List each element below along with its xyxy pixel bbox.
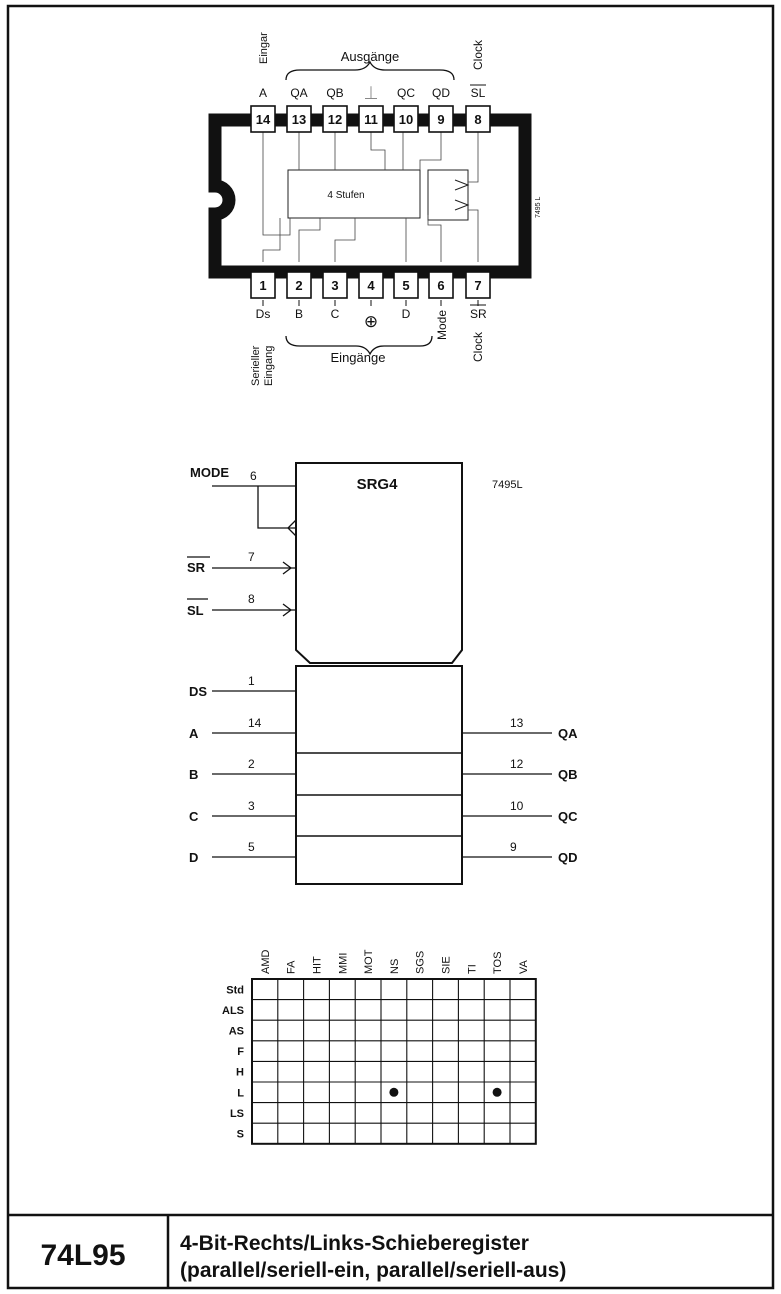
inputs-label: Eingänge [330,350,386,365]
bottom-pin-number: 7 [474,278,482,293]
top-pin-name: SL [470,86,486,100]
column-header: SIE [440,956,453,974]
column-header: VA [517,960,530,974]
input-pin-number: 2 [248,757,255,771]
column-header: AMD [259,949,272,974]
input-label: D [189,850,199,865]
column-header: SGS [414,950,427,974]
bottom-pin-number: 4 [367,278,375,293]
row-header: AS [228,1025,244,1038]
control-block [296,463,462,663]
row-header: Std [226,984,244,997]
top-pin-number: 13 [291,112,307,127]
top-pin-name: QA [290,86,308,100]
bottom-pin-row [251,272,490,340]
outputs-label: Ausgänge [340,49,400,64]
output-label: QA [558,726,578,741]
top-pin-name: ⏊ [364,86,378,100]
top-pin-name: QD [432,86,450,100]
bottom-pin-name: Mode [435,309,449,340]
top-pin-number: 14 [255,112,271,127]
part-number: 74L95 [40,1239,126,1272]
top-pin-name: QC [397,86,415,100]
column-header: TOS [492,951,505,974]
input-pin-number: 3 [248,799,255,813]
availability-dot [493,1088,502,1097]
description-line-1: 4-Bit-Rechts/Links-Schieberegister [180,1232,529,1255]
bottom-pin-name: Ds [255,307,271,321]
register-block [296,666,462,884]
output-pin-number: 10 [510,799,524,813]
output-pin-number: 12 [510,757,524,771]
clock-bottom-label: Clock [471,331,485,362]
column-header: FA [285,960,298,974]
input-label: DS [189,684,208,699]
column-header: TI [466,964,479,974]
column-header: MOT [363,949,376,974]
row-header: ALS [222,1004,244,1017]
bottom-pin-name: B [294,307,304,321]
column-header: MMI [337,952,350,974]
column-header: NS [388,958,401,974]
top-pin-name: QB [326,86,344,100]
mode-pin: 6 [250,469,257,483]
input-label: A [189,726,199,741]
sr-pin: 7 [248,550,255,564]
row-header: L [237,1087,244,1100]
top-pin-number: 11 [364,112,378,127]
description-line-2: (parallel/seriell-ein, parallel/seriell-aus) [180,1259,567,1282]
input-pin-number: 1 [248,674,255,688]
data-inputs [189,674,296,865]
input-pin-number: 5 [248,840,255,854]
outputs-brace [286,62,454,80]
bottom-pin-number: 1 [259,278,267,293]
ground-symbol: ⊕ [363,312,379,331]
bottom-pin-number: 2 [295,278,303,293]
input-label: Eingar [258,32,270,64]
chip-mark: 7495 L [535,196,542,218]
output-label: QB [558,767,578,782]
sr-label: SR [187,560,206,575]
row-header: S [236,1128,244,1141]
row-header: LS [229,1107,244,1120]
sl-pin: 8 [248,592,255,606]
row-header: H [236,1066,244,1079]
input-label: B [189,767,199,782]
mode-feed [258,486,296,528]
output-label: QD [558,850,578,865]
clock-top-label: Clock [471,39,485,70]
top-pin-number: 8 [474,112,482,127]
top-pin-number: 10 [398,112,414,127]
column-header: HIT [311,956,324,974]
sl-label: SL [187,603,204,618]
bottom-pin-number: 5 [402,278,410,293]
bottom-pin-name: C [330,307,340,321]
bottom-pin-name: SR [470,307,487,321]
input-label: C [189,809,199,824]
top-pin-name: A [258,86,268,100]
top-pin-number: 9 [437,112,445,127]
output-pin-number: 9 [510,840,517,854]
output-label: QC [558,809,578,824]
manufacturer-table [222,949,536,1144]
symbol-title: SRG4 [356,476,398,493]
bottom-pin-number: 6 [437,278,445,293]
serial-input-label-1: Serieller [250,345,262,386]
logic-symbol [187,463,578,884]
bottom-pin-name: D [401,307,411,321]
stages-label: 4 Stufen [327,190,365,201]
bottom-pin-number: 3 [331,278,339,293]
symbol-part-label: 7495L [492,479,523,491]
mode-label: MODE [190,465,229,480]
top-pin-number: 12 [327,112,343,127]
data-outputs [462,716,578,865]
output-pin-number: 13 [510,716,524,730]
input-pin-number: 14 [248,716,262,730]
availability-dot [389,1088,398,1097]
pinout-diagram [215,32,542,386]
serial-input-label-2: Eingang [263,345,275,386]
row-header: F [237,1046,244,1059]
